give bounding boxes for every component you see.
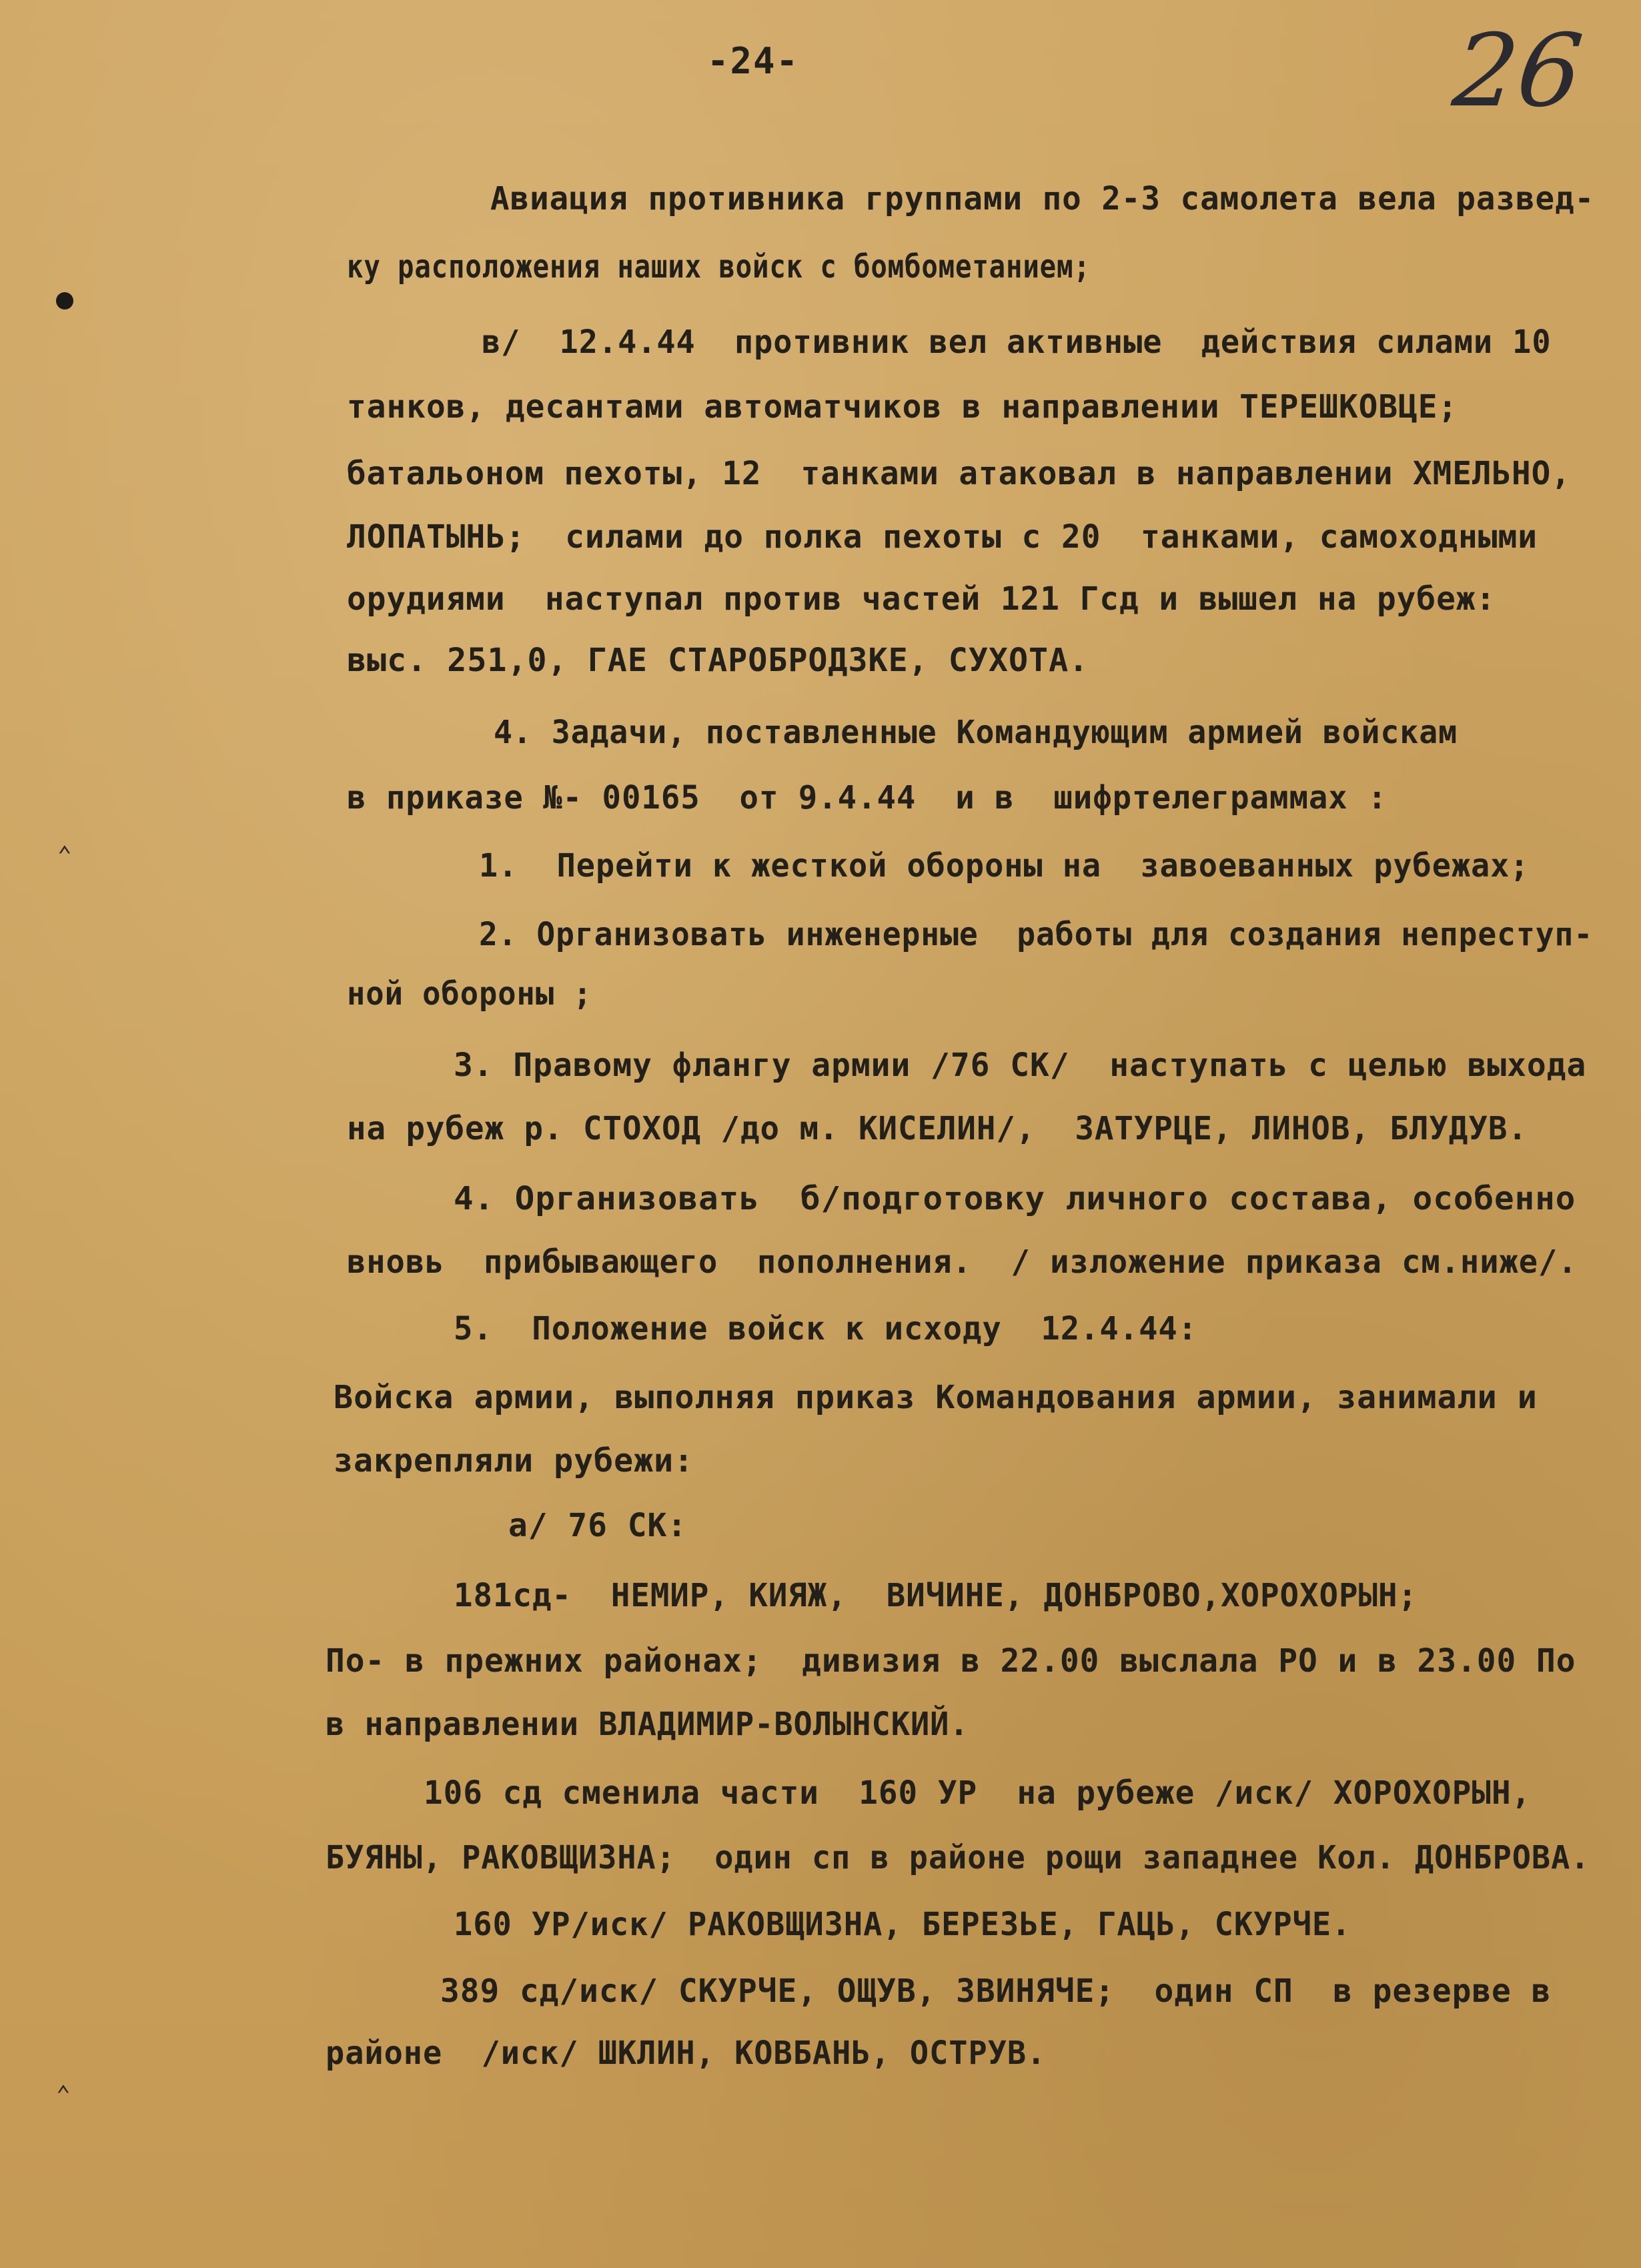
text-line: 5. Положение войск к исходу 12.4.44: (454, 1310, 1198, 1347)
margin-mark: ⌃ (56, 2081, 71, 2109)
text-line: в приказе №- 00165 от 9.4.44 и в шифртелеграммах : (347, 779, 1388, 816)
archive-page-number: 26 (1448, 13, 1588, 129)
text-line: 181сд- НЕМИР, КИЯЖ, ВИЧИНЕ, ДОНБРОВО,ХОРОХОРЫН; (454, 1577, 1418, 1614)
text-line: вновь прибывающего пополнения. / изложение приказа см.ниже/. (347, 1243, 1578, 1281)
text-line: орудиями наступал против частей 121 Гсд и вышел на рубеж: (347, 580, 1496, 618)
text-line: 160 УР/иск/ РАКОВЩИЗНА, БЕРЕЗЬЕ, ГАЦЬ, СКУРЧЕ. (454, 1906, 1351, 1943)
text-line: 4. Задачи, поставленные Командующим армией войскам (494, 714, 1458, 751)
text-line: БУЯНЫ, РАКОВЩИЗНА; один сп в районе рощи западнее Кол. ДОНБРОВА. (326, 1839, 1590, 1876)
text-line: танков, десантами автоматчиков в направлении ТЕРЕШКОВЦЕ; (347, 388, 1458, 426)
text-line: закрепляли рубежи: (334, 1442, 694, 1480)
text-line: Войска армии, выполняя приказ Командования армии, занимали и (334, 1379, 1538, 1416)
text-line: ЛОПАТЫНЬ; силами до полка пехоты с 20 танками, самоходными (347, 518, 1538, 556)
text-line: ку расположения наших войск с бомбометанием; (347, 248, 1091, 286)
punch-hole (56, 292, 73, 310)
page-number: -24- (707, 40, 800, 82)
text-line: ной обороны ; (347, 975, 592, 1013)
text-line: Авиация противника группами по 2-3 самолета вела развед- (490, 180, 1595, 217)
margin-mark: ⌃ (57, 842, 72, 869)
text-line: По- в прежних районах; дивизия в 22.00 выслала РО и в 23.00 По (326, 1642, 1576, 1680)
text-line: на рубеж р. СТОХОД /до м. КИСЕЛИН/, ЗАТУРЦЕ, ЛИНОВ, БЛУДУВ. (347, 1110, 1528, 1147)
text-line: выс. 251,0, ГАЕ СТАРОБРОДЗКЕ, СУХОТА. (347, 642, 1089, 679)
text-line: 106 сд сменила части 160 УР на рубеже /иск/ ХОРОХОРЫН, (424, 1774, 1532, 1812)
text-line: районе /иск/ ШКЛИН, КОВБАНЬ, ОСТРУВ. (326, 2035, 1047, 2072)
text-line: а/ 76 СК: (508, 1507, 688, 1544)
text-line: 389 сд/иск/ СКУРЧЕ, ОЩУВ, ЗВИНЯЧЕ; один СП в резерве в (440, 1972, 1552, 2010)
text-line: 3. Правому флангу армии /76 СК/ наступать с целью выхода (454, 1047, 1587, 1084)
text-line: батальоном пехоты, 12 танками атаковал в направлении ХМЕЛЬНО, (347, 455, 1571, 492)
text-line: 4. Организовать б/подготовку личного состава, особенно (454, 1180, 1576, 1217)
text-line: в направлении ВЛАДИМИР-ВОЛЫНСКИЙ. (326, 1706, 969, 1743)
text-line: 1. Перейти к жесткой обороны на завоеванных рубежах; (479, 847, 1530, 885)
text-line: в/ 12.4.44 противник вел активные действия силами 10 (482, 324, 1552, 361)
text-line: 2. Организовать инженерные работы для создания непреступ- (479, 916, 1594, 953)
